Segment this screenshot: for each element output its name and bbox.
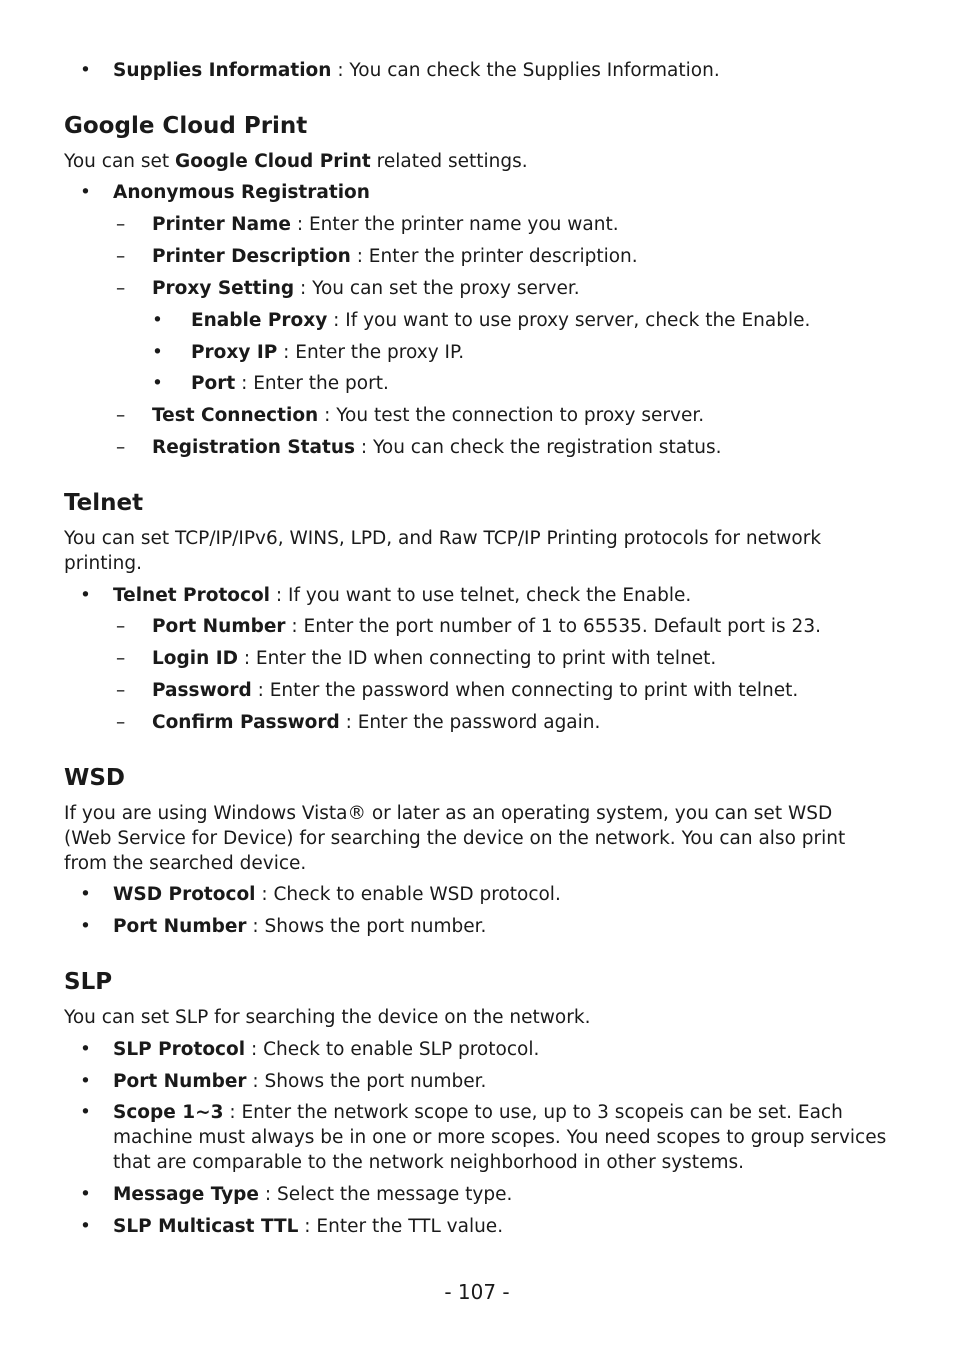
description: : If you want to use telnet, check the Enable. <box>270 585 692 606</box>
intro-text: You can set <box>64 151 176 172</box>
list-item-telnet-protocol <box>113 583 691 608</box>
dash-marker: – <box>116 437 126 458</box>
list-item-supplies-information <box>113 58 720 83</box>
description: : Enter the proxy IP. <box>277 342 465 363</box>
intro-bold: Google Cloud Print <box>175 151 371 172</box>
list-item-scope <box>113 1100 893 1175</box>
term: Port <box>191 373 236 394</box>
term: Proxy IP <box>191 342 278 363</box>
list-item-confirm-password <box>152 710 600 735</box>
dash-marker: – <box>116 616 126 637</box>
term: Scope 1~3 <box>113 1102 224 1123</box>
term: Port Number <box>152 616 286 637</box>
term: Port Number <box>113 1071 247 1092</box>
list-item-slp-protocol <box>113 1037 539 1062</box>
term: Proxy Setting <box>152 278 295 299</box>
list-item-test-connection <box>152 403 704 428</box>
bullet-marker: • <box>80 916 91 937</box>
bullet-marker: • <box>80 884 91 905</box>
description: : Enter the printer description. <box>350 246 638 267</box>
term: Message Type <box>113 1184 259 1205</box>
description: : Enter the printer name you want. <box>290 214 619 235</box>
term: SLP Multicast TTL <box>113 1216 299 1237</box>
term: Printer Name <box>152 214 291 235</box>
list-item-message-type <box>113 1182 512 1207</box>
term: Enable Proxy <box>191 310 328 331</box>
term: Registration Status <box>152 437 356 458</box>
description: : Shows the port number. <box>246 916 487 937</box>
bullet-marker: • <box>80 1216 91 1237</box>
description: : You test the connection to proxy server. <box>318 405 705 426</box>
heading-google-cloud-print: Google Cloud Print <box>64 113 308 139</box>
description: : Enter the port. <box>235 373 389 394</box>
list-item-port <box>191 371 389 396</box>
dash-marker: – <box>116 712 126 733</box>
term: Test Connection <box>152 405 319 426</box>
page-number: - 107 - <box>444 1280 510 1304</box>
description: : You can set the proxy server. <box>294 278 580 299</box>
dash-marker: – <box>116 214 126 235</box>
bullet-marker: • <box>80 1102 91 1123</box>
description: : Check to enable WSD protocol. <box>255 884 561 905</box>
list-item-proxy-setting <box>152 276 580 301</box>
gcp-intro <box>64 149 528 174</box>
term: Port Number <box>113 916 247 937</box>
term: Login ID <box>152 648 238 669</box>
dash-marker: – <box>116 405 126 426</box>
description: : Check to enable SLP protocol. <box>245 1039 540 1060</box>
intro-text: related settings. <box>370 151 528 172</box>
dash-marker: – <box>116 278 126 299</box>
slp-intro: You can set SLP for searching the device on the network. <box>64 1007 591 1028</box>
description: : Enter the TTL value. <box>298 1216 504 1237</box>
list-item-wsd-protocol <box>113 882 561 907</box>
list-item-enable-proxy <box>191 308 810 333</box>
heading-telnet: Telnet <box>64 490 144 516</box>
description: : Enter the network scope to use, up to 3 scopeis can be set. Each machine must always be in one or more scopes. You need scopes to group services that are comparable to the network neighborhood in other systems. <box>113 1102 887 1173</box>
description: : Enter the ID when connecting to print with telnet. <box>237 648 717 669</box>
description: : If you want to use proxy server, check the Enable. <box>327 310 811 331</box>
description: : Enter the password when connecting to print with telnet. <box>251 680 799 701</box>
list-item-printer-name <box>152 212 619 237</box>
term: Telnet Protocol <box>113 585 271 606</box>
list-item-slp-port-number <box>113 1069 486 1094</box>
bullet-marker: • <box>80 1071 91 1092</box>
bullet-marker: • <box>152 310 163 331</box>
list-item-printer-description <box>152 244 638 269</box>
list-item-registration-status <box>152 435 722 460</box>
term: Confirm Password <box>152 712 340 733</box>
dash-marker: – <box>116 648 126 669</box>
description: : Enter the port number of 1 to 65535. Default port is 23. <box>285 616 821 637</box>
bullet-marker: • <box>80 60 91 81</box>
term: Supplies Information <box>113 60 332 81</box>
list-item-wsd-port-number <box>113 914 486 939</box>
description: : Enter the password again. <box>339 712 601 733</box>
list-item-slp-multicast-ttl <box>113 1214 503 1239</box>
telnet-intro: You can set TCP/IP/IPv6, WINS, LPD, and Raw TCP/IP Printing protocols for network printing. <box>64 528 822 574</box>
list-item-proxy-ip <box>191 340 464 365</box>
list-item-password <box>152 678 798 703</box>
list-item-anonymous-registration <box>113 180 370 205</box>
term: SLP Protocol <box>113 1039 246 1060</box>
bullet-marker: • <box>80 585 91 606</box>
heading-wsd: WSD <box>64 765 126 791</box>
dash-marker: – <box>116 680 126 701</box>
bullet-marker: • <box>80 182 91 203</box>
term: WSD Protocol <box>113 884 256 905</box>
term: Anonymous Registration <box>113 182 370 203</box>
heading-slp: SLP <box>64 969 113 995</box>
list-item-telnet-port-number <box>152 614 821 639</box>
bullet-marker: • <box>80 1184 91 1205</box>
bullet-marker: • <box>80 1039 91 1060</box>
wsd-intro: If you are using Windows Vista® or later as an operating system, you can set WSD (Web Service for Device) for searching the device on the network. You can also print from the searched device. <box>64 803 846 874</box>
description: : Shows the port number. <box>246 1071 487 1092</box>
description: : You can check the registration status. <box>355 437 722 458</box>
bullet-marker: • <box>152 373 163 394</box>
bullet-marker: • <box>152 342 163 363</box>
description: : You can check the Supplies Information. <box>331 60 720 81</box>
dash-marker: – <box>116 246 126 267</box>
term: Password <box>152 680 252 701</box>
term: Printer Description <box>152 246 351 267</box>
list-item-login-id <box>152 646 716 671</box>
description: : Select the message type. <box>258 1184 513 1205</box>
